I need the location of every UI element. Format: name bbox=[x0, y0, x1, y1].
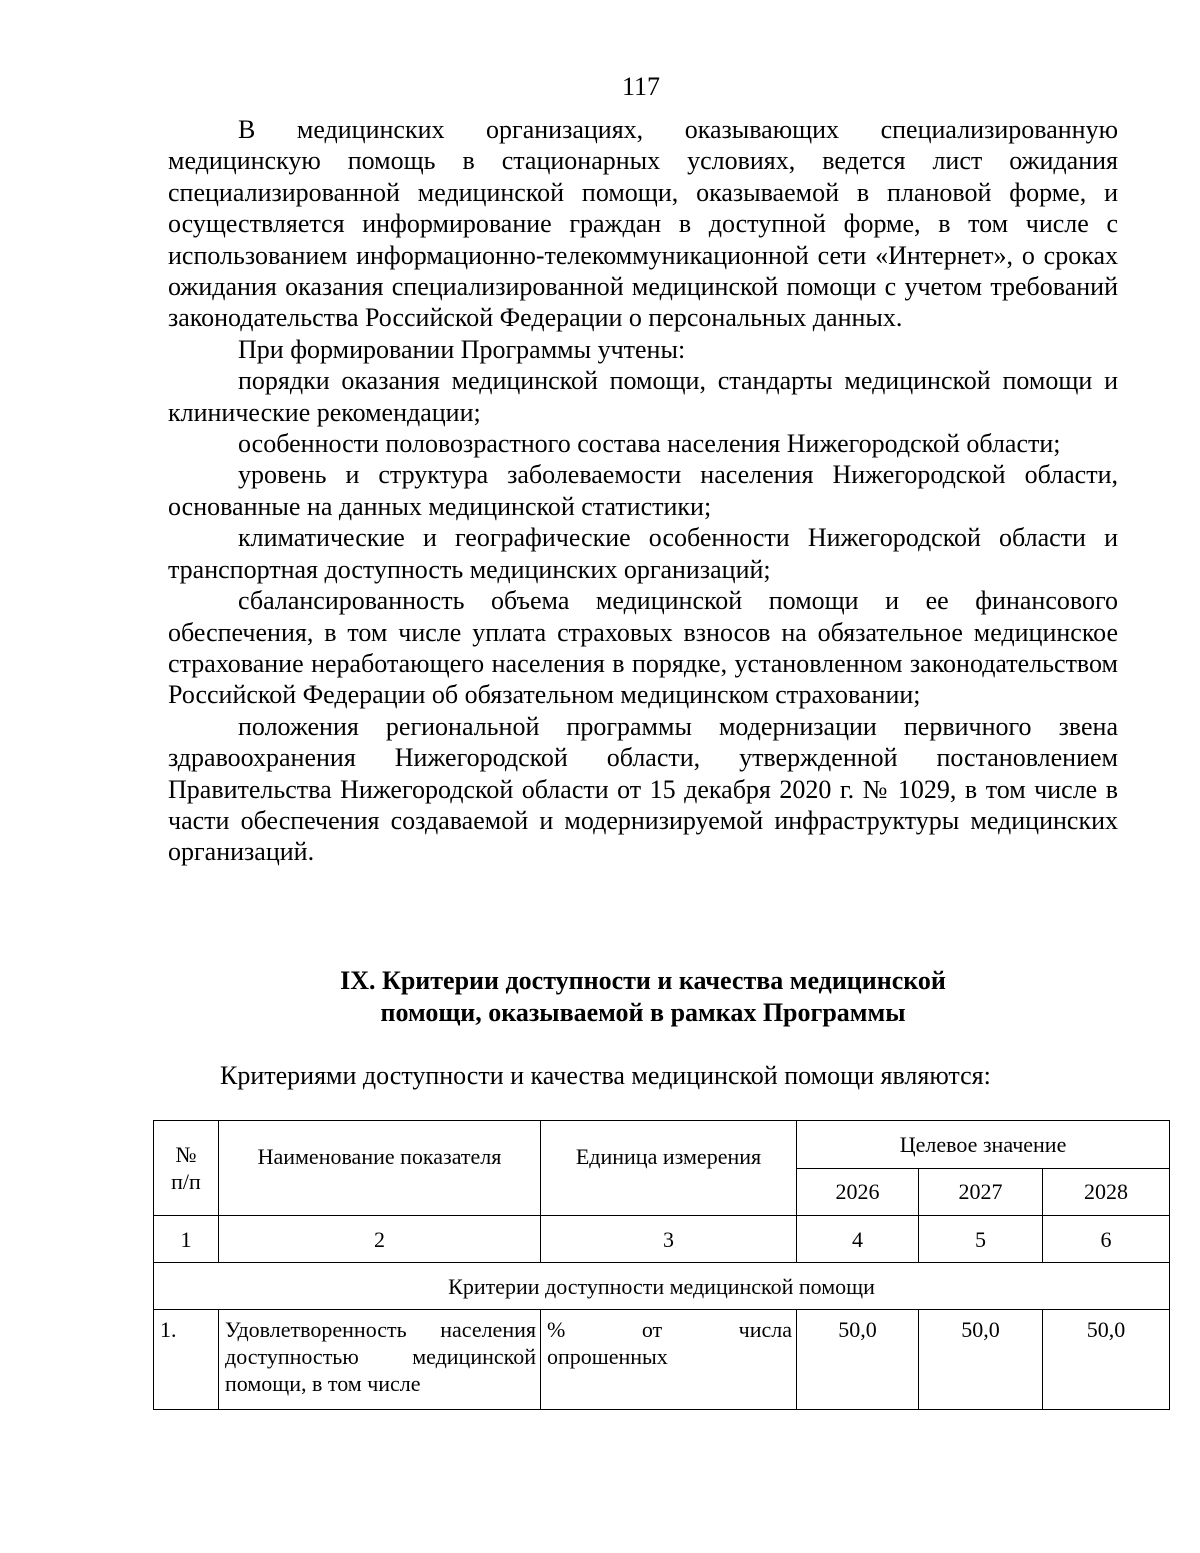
row-unit-line1 bbox=[547, 1316, 792, 1343]
column-number: 6 bbox=[1043, 1216, 1170, 1263]
column-number: 4 bbox=[797, 1216, 919, 1263]
body-text bbox=[168, 114, 1118, 868]
row-indicator-name: Удовлетворенность населения доступностью медицинской помощи, в том числе bbox=[219, 1310, 541, 1410]
column-number: 3 bbox=[541, 1216, 797, 1263]
header-num-line1: № bbox=[175, 1142, 197, 1167]
header-name: Наименование показателя bbox=[219, 1121, 541, 1216]
paragraph-demographics: особенности половозрастного состава населения Нижегородской области; bbox=[238, 429, 1061, 459]
paragraph-modernization: положения региональной программы модернизации первичного звена здравоохранения Нижегородской области, утвержденной постановлением Правительства Нижегородской области от 15 декабря 2020 г. № 1029, в том числе в части обеспечения создаваемой и модернизируемой инфраструктуры медицинских организаций. bbox=[168, 711, 1118, 867]
header-target: Целевое значение bbox=[797, 1121, 1170, 1169]
row-value-2027: 50,0 bbox=[919, 1310, 1043, 1410]
header-num-line2: п/п bbox=[171, 1169, 201, 1194]
row-value-2026: 50,0 bbox=[797, 1310, 919, 1410]
criteria-table bbox=[153, 1120, 1170, 1410]
column-number: 2 bbox=[219, 1216, 541, 1263]
paragraph-climate: климатические и географические особенности Нижегородской области и транспортная доступность медицинских организаций; bbox=[168, 523, 1118, 584]
header-year-2026: 2026 bbox=[797, 1168, 919, 1216]
row-value-2028: 50,0 bbox=[1043, 1310, 1170, 1410]
section-row-label: Критерии доступности медицинской помощи bbox=[154, 1263, 1170, 1310]
table-intro: Критериями доступности и качества медицинской помощи являются: bbox=[220, 1061, 991, 1090]
row-unit-part2: от bbox=[641, 1317, 663, 1342]
row-unit-part3: числа bbox=[738, 1317, 792, 1342]
row-unit-part1: % bbox=[547, 1317, 566, 1342]
paragraph-morbidity: уровень и структура заболеваемости населения Нижегородской области, основанные на данных медицинской статистики; bbox=[168, 460, 1118, 521]
header-year-2028: 2028 bbox=[1043, 1168, 1170, 1216]
section-heading-line2: помощи, оказываемой в рамках Программы bbox=[380, 998, 906, 1027]
table-header-row bbox=[154, 1121, 1170, 1169]
paragraph-waiting-list: В медицинских организациях, оказывающих специализированную медицинскую помощь в стационарных условиях, ведется лист ожидания специализированной медицинской помощи, оказываемой в плановой форме, и осуществляется информирование граждан в доступной форме, в том числе с использованием информационно-телекоммуникационной сети «Интернет», о сроках ожидания оказания специализированной медицинской помощи с учетом требований законодательства Российской Федерации о персональных данных. bbox=[168, 115, 1118, 333]
section-heading-line1: IX. Критерии доступности и качества медицинской bbox=[340, 966, 946, 995]
column-number: 1 bbox=[154, 1216, 219, 1263]
paragraph-standards: порядки оказания медицинской помощи, стандарты медицинской помощи и клинические рекомендации; bbox=[168, 366, 1118, 427]
header-num bbox=[154, 1121, 219, 1216]
header-unit: Единица измерения bbox=[541, 1121, 797, 1216]
column-number-row bbox=[154, 1216, 1170, 1263]
section-heading bbox=[168, 965, 1118, 1029]
paragraph-balance: сбалансированность объема медицинской помощи и ее финансового обеспечения, в том числе уплата страховых взносов на обязательное медицинское страхование неработающего населения в порядке, установленном законодательством Российской Федерации об обязательном медицинском страховании; bbox=[168, 586, 1118, 710]
page-number: 117 bbox=[621, 72, 661, 101]
section-row bbox=[154, 1263, 1170, 1310]
row-unit-line2: опрошенных bbox=[547, 1344, 668, 1369]
header-year-2027: 2027 bbox=[919, 1168, 1043, 1216]
column-number: 5 bbox=[919, 1216, 1043, 1263]
table-row bbox=[154, 1310, 1170, 1410]
paragraph-program-considered: При формировании Программы учтены: bbox=[238, 334, 686, 364]
row-unit bbox=[541, 1310, 797, 1410]
row-num: 1. bbox=[154, 1310, 219, 1410]
